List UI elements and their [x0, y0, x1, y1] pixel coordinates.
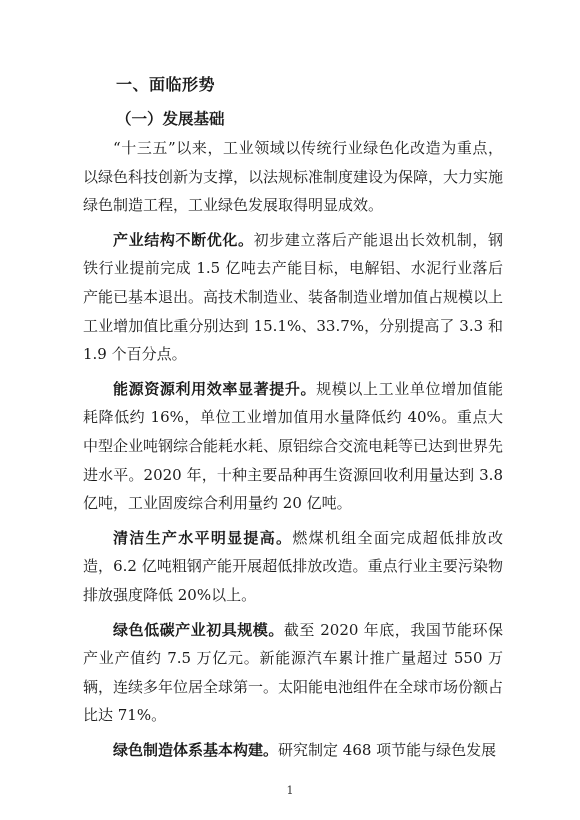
paragraph-text: 截至 2020 年底，我国节能环保产业产值约 7.5 万亿元。新能源汽车累计推广量超过 550 万辆，连续多年位居全球第一。太阳能电池组件在全球市场份额占比达 71%。 [83, 620, 504, 725]
paragraph-green-manufacturing [83, 736, 503, 765]
sub-heading: （一）发展基础 [116, 109, 225, 128]
paragraph-text: 研究制定 468 项节能与绿色发展 [278, 740, 497, 759]
paragraph-industrial-structure [83, 226, 503, 369]
paragraph-text: 燃煤机组全面完成超低排放改造，6.2 亿吨粗钢产能开展超低排放改造。重点行业主要污染物排放强度降低 20%以上。 [83, 528, 503, 604]
paragraph-green-industry [83, 616, 503, 730]
paragraph-text: 规模以上工业单位增加值能耗降低约 16%，单位工业增加值用水量降低约 40%。重点大中型企业吨钢综合能耗水耗、原铝综合交流电耗等已达到世界先进水平。2020 年，十种主要品种再生资源回收利用量达到 3.8 亿吨，工业固废综合利用量约 20 亿吨。 [83, 379, 504, 513]
section-heading: 一、面临形势 [116, 75, 216, 94]
body-text [83, 134, 503, 764]
paragraph-energy-efficiency [83, 375, 503, 518]
paragraph-text: 初步建立落后产能退出长效机制，钢铁行业提前完成 1.5 亿吨去产能目标，电解铝、水泥行业落后产能已基本退出。高技术制造业、装备制造业增加值占规模以上工业增加值比重分别达到 15.1%、33.7%，分别提高了 3.3 和 1.9 个百分点。 [83, 230, 504, 364]
paragraph-lead: 绿色制造体系基本构建。 [113, 740, 279, 759]
page-number: 1 [286, 784, 294, 797]
paragraph-lead: 产业结构不断优化。 [113, 230, 254, 249]
paragraph-text: “十三五”以来，工业领域以传统行业绿色化改造为重点，以绿色科技创新为支撑，以法规标准制度建设为保障，大力实施绿色制造工程，工业绿色发展取得明显成效。 [83, 139, 504, 215]
paragraph-intro [83, 134, 503, 220]
paragraph-lead: 能源资源利用效率显著提升。 [113, 379, 317, 398]
paragraph-clean-production [83, 524, 503, 610]
paragraph-lead: 绿色低碳产业初具规模。 [113, 620, 284, 639]
paragraph-lead: 清洁生产水平明显提高。 [113, 528, 293, 547]
